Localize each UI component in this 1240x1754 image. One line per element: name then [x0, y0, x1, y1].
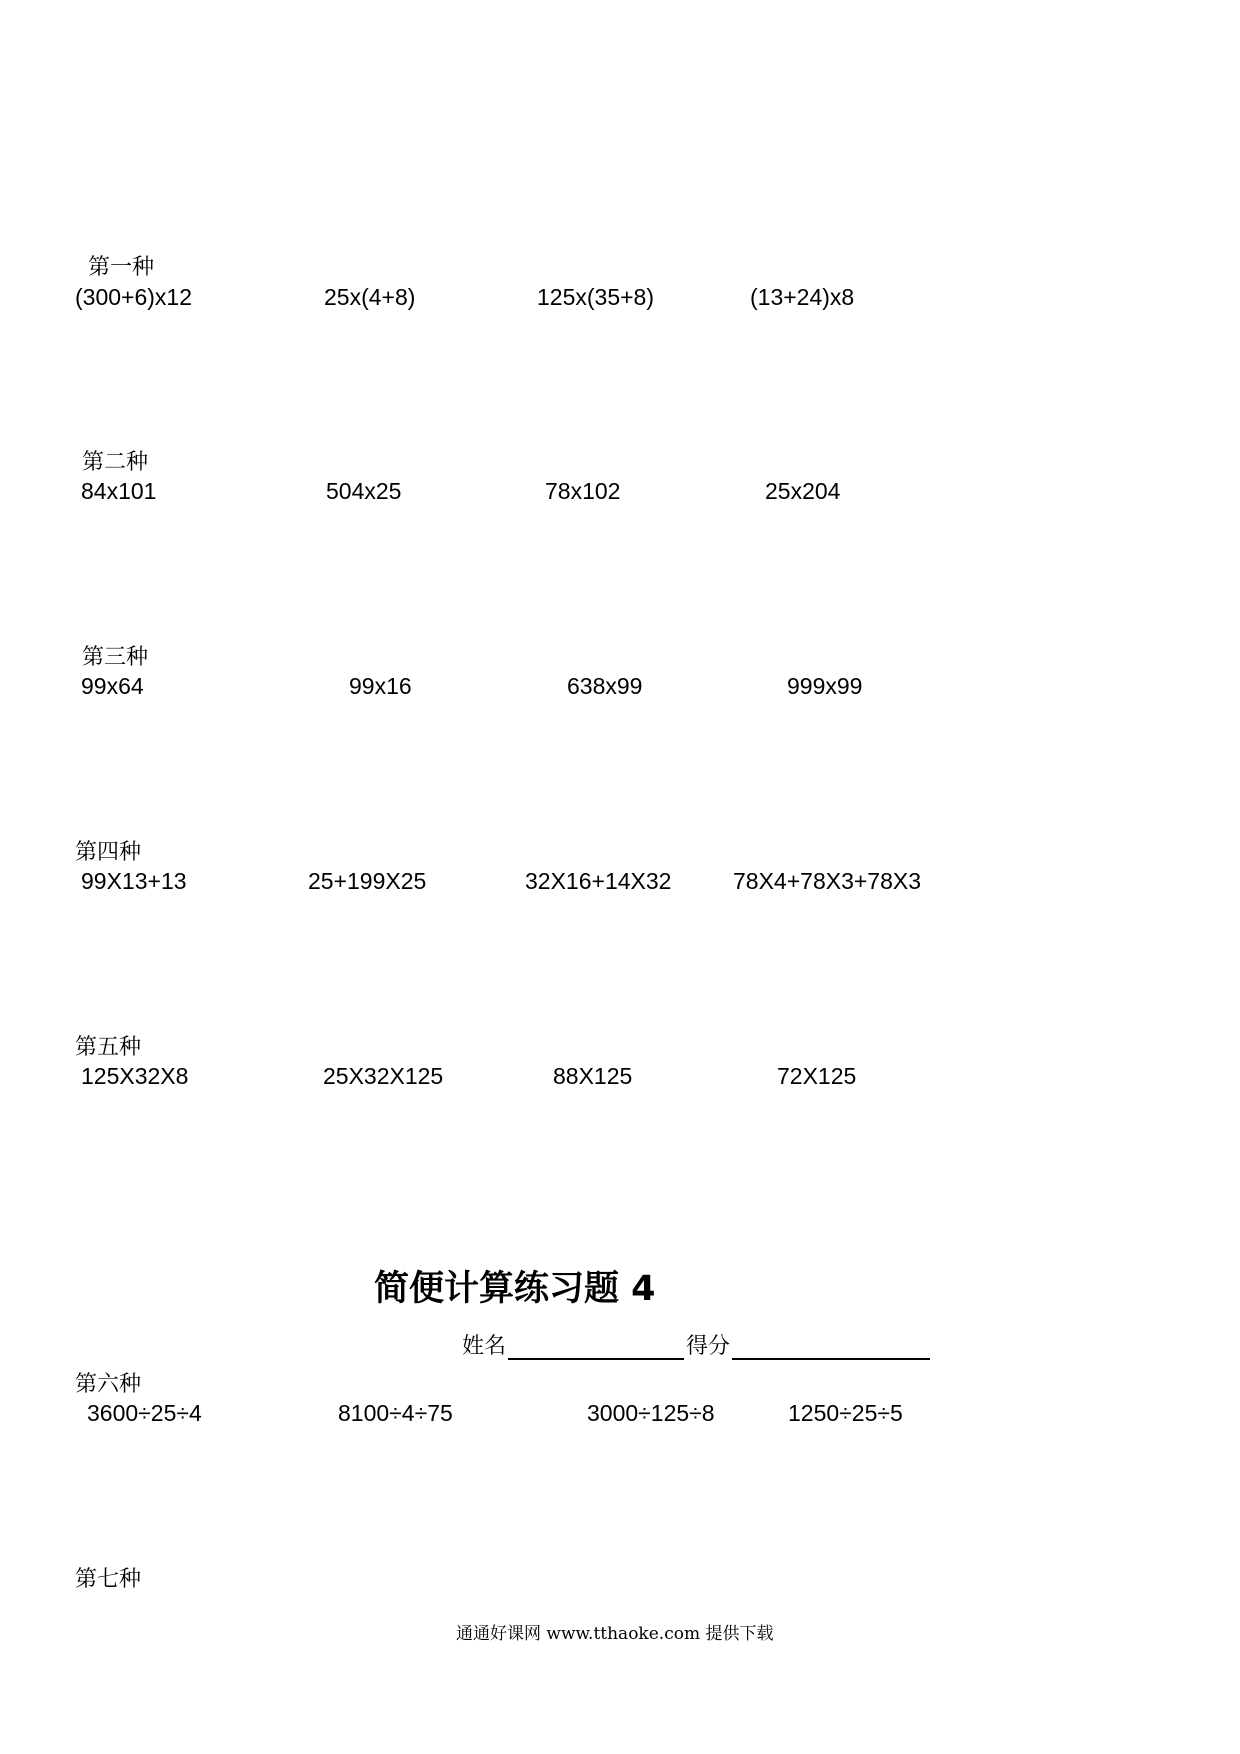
problem-3-4: 999x99 [787, 673, 863, 699]
name-score-row [462, 1329, 932, 1360]
footer-credit: 通通好课网 www.tthaoke.com 提供下载 [456, 1624, 774, 1644]
problem-5-3: 88X125 [553, 1063, 633, 1089]
problem-4-3: 32X16+14X32 [525, 868, 672, 894]
section-label-1: 第一种 [88, 255, 155, 280]
problem-5-1: 125X32X8 [81, 1063, 189, 1089]
problem-3-2: 99x16 [349, 673, 412, 699]
name-label: 姓名 [462, 1334, 507, 1359]
problem-6-4: 1250÷25÷5 [788, 1400, 903, 1426]
problem-5-4: 72X125 [777, 1063, 857, 1089]
problem-3-3: 638x99 [567, 673, 643, 699]
problem-4-1: 99X13+13 [81, 868, 187, 894]
problem-2-1: 84x101 [81, 478, 157, 504]
problem-2-3: 78x102 [545, 478, 621, 504]
problem-2-4: 25x204 [765, 478, 841, 504]
problem-2-2: 504x25 [326, 478, 402, 504]
section-label-5: 第五种 [75, 1035, 142, 1060]
section-label-4: 第四种 [75, 840, 142, 865]
problem-6-2: 8100÷4÷75 [338, 1400, 453, 1426]
problem-4-2: 25+199X25 [308, 868, 427, 894]
problem-1-3: 125x(35+8) [537, 284, 654, 310]
section-label-7: 第七种 [75, 1567, 142, 1592]
problem-1-1: (300+6)x12 [75, 284, 192, 310]
section-label-6: 第六种 [75, 1372, 142, 1397]
section-label-3: 第三种 [82, 645, 149, 670]
section-label-2: 第二种 [82, 450, 149, 475]
problem-1-4: (13+24)x8 [750, 284, 855, 310]
problem-3-1: 99x64 [81, 673, 144, 699]
name-blank[interactable] [508, 1336, 684, 1360]
score-blank[interactable] [732, 1336, 930, 1360]
problem-6-1: 3600÷25÷4 [87, 1400, 202, 1426]
problem-6-3: 3000÷125÷8 [587, 1400, 715, 1426]
problem-1-2: 25x(4+8) [324, 284, 416, 310]
problem-4-4: 78X4+78X3+78X3 [733, 868, 922, 894]
page-title: 简便计算练习题 4 [374, 1269, 656, 1309]
problem-5-2: 25X32X125 [323, 1063, 444, 1089]
score-label: 得分 [686, 1334, 731, 1359]
